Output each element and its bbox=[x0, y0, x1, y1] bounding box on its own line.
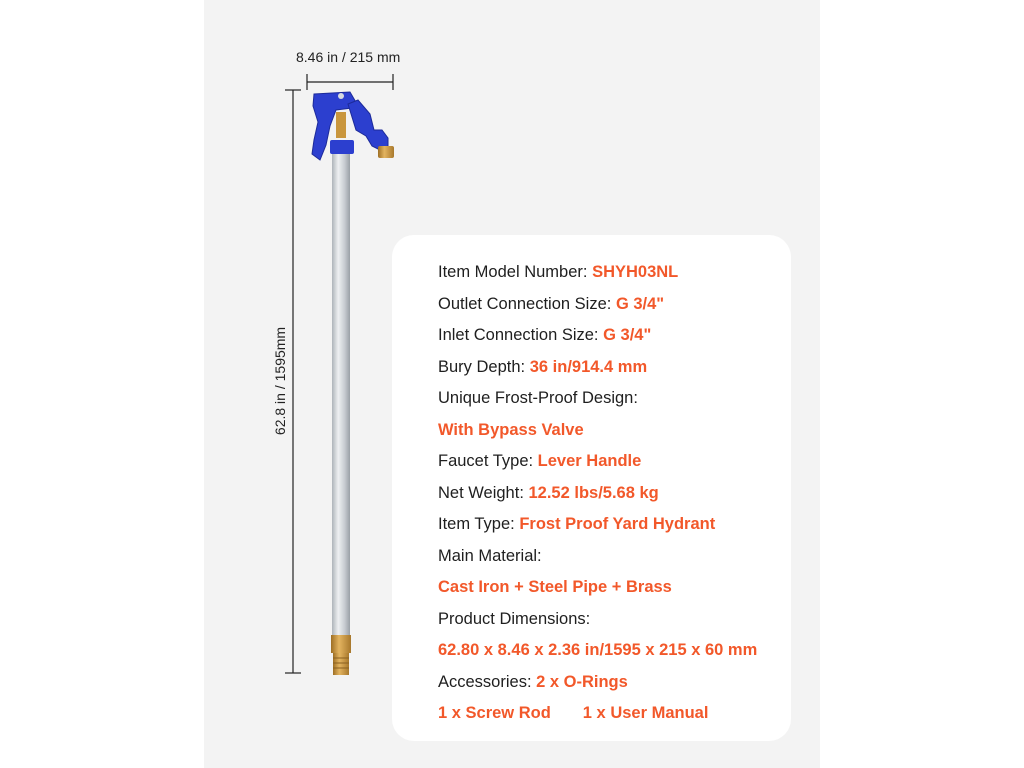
spec-accessories bbox=[438, 668, 798, 700]
spec-key: Product Dimensions: bbox=[438, 609, 591, 628]
width-dimension-line bbox=[307, 74, 393, 90]
spec-bury-depth bbox=[438, 353, 798, 385]
spec-key: Faucet Type: bbox=[438, 452, 538, 470]
spec-value: 62.80 x 8.46 x 2.36 in/1595 x 215 x 60 mm bbox=[438, 641, 758, 659]
spec-material-key bbox=[438, 542, 798, 574]
spec-list bbox=[438, 258, 798, 731]
spec-value: 12.52 lbs/5.68 kg bbox=[528, 483, 659, 502]
spec-value: 1 x Screw Rod bbox=[438, 704, 551, 722]
spec-type bbox=[438, 510, 798, 542]
hydrant-illustration bbox=[312, 92, 394, 675]
height-dimension-label: 62.8 in / 1595mm bbox=[272, 326, 288, 436]
spec-key: Bury Depth: bbox=[438, 357, 530, 376]
spec-key: Unique Frost-Proof Design: bbox=[438, 389, 638, 407]
spec-value: SHYH03NL bbox=[592, 263, 679, 281]
spec-key: Item Type: bbox=[438, 515, 520, 533]
spec-key: Accessories: bbox=[438, 672, 537, 691]
spec-dimensions-key bbox=[438, 605, 798, 637]
spec-value: With Bypass Valve bbox=[438, 420, 584, 439]
spec-value: G 3/4" bbox=[615, 294, 665, 313]
spec-weight bbox=[438, 479, 798, 511]
spec-key: Outlet Connection Size: bbox=[438, 294, 616, 313]
spec-key: Inlet Connection Size: bbox=[438, 326, 604, 344]
spec-material-value bbox=[438, 573, 798, 605]
spec-accessories-more bbox=[438, 699, 798, 731]
spec-dimensions-value bbox=[438, 636, 798, 668]
spec-key: Net Weight: bbox=[438, 483, 529, 502]
spec-inlet bbox=[438, 321, 798, 353]
spec-model bbox=[438, 258, 798, 290]
spec-value: Cast Iron + Steel Pipe + Brass bbox=[438, 578, 672, 596]
spec-outlet bbox=[438, 290, 798, 322]
spec-value: Lever Handle bbox=[537, 452, 642, 470]
spec-value: Frost Proof Yard Hydrant bbox=[519, 515, 716, 533]
spec-design-value bbox=[438, 416, 798, 448]
spec-value: 36 in/914.4 mm bbox=[529, 357, 648, 376]
spec-design-key bbox=[438, 384, 798, 416]
width-dimension-label: 8.46 in / 215 mm bbox=[296, 49, 401, 65]
spec-value: G 3/4" bbox=[603, 326, 652, 344]
spec-key: Item Model Number: bbox=[438, 263, 593, 281]
spec-faucet bbox=[438, 447, 798, 479]
spec-value: 1 x User Manual bbox=[582, 704, 709, 722]
spec-key: Main Material: bbox=[438, 546, 542, 565]
spec-value: 2 x O-Rings bbox=[536, 672, 628, 691]
